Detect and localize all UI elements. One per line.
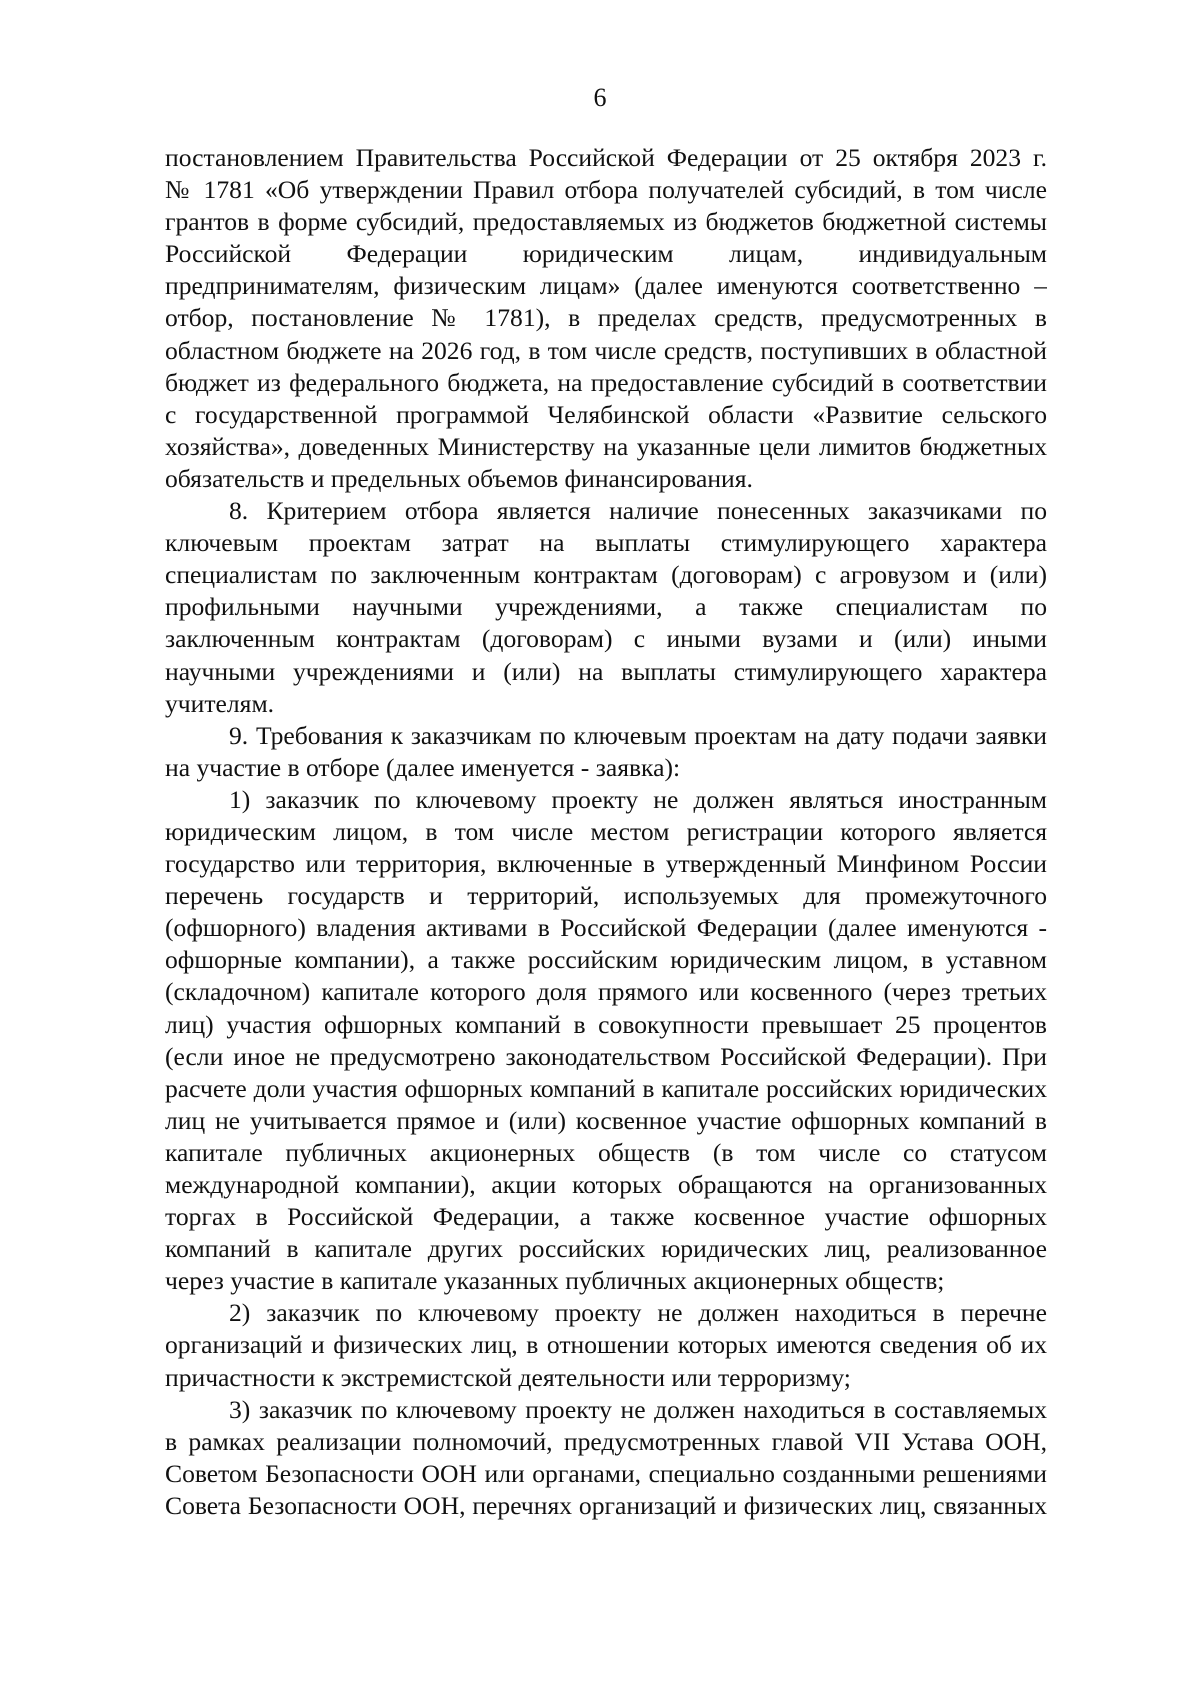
text-line: организаций и физических лиц, в отношении которых имеются сведения об их bbox=[165, 1330, 1047, 1360]
text-line: 9. Требования к заказчикам по ключевым проектам на дату подачи заявки bbox=[229, 720, 1047, 750]
text-line: компаний в капитале других российских юридических лиц, реализованное bbox=[165, 1234, 1047, 1264]
text-line: бюджет из федерального бюджета, на предоставление субсидий в соответствии bbox=[165, 367, 1047, 397]
text-line: постановлением Правительства Российской Федерации от 25 октября 2023 г. bbox=[165, 143, 1047, 172]
text-line: расчете доли участия офшорных компаний в капитале российских юридических bbox=[165, 1073, 1047, 1103]
text-line: обязательств и предельных объемов финансирования. bbox=[165, 463, 753, 493]
text-line: Российской Федерации юридическим лицам, индивидуальным bbox=[165, 239, 1047, 269]
text-line: 2) заказчик по ключевому проекту не должен находиться в перечне bbox=[229, 1298, 1047, 1328]
text-line: ключевым проектам затрат на выплаты стимулирующего характера bbox=[165, 528, 1047, 558]
text-line: научными учреждениями и (или) на выплаты стимулирующего характера bbox=[165, 656, 1047, 686]
text-line: заключенным контрактам (договорам) с иными вузами и (или) иными bbox=[165, 624, 1047, 654]
text-line: торгах в Российской Федерации, а также косвенное участие офшорных bbox=[165, 1202, 1047, 1232]
text-line: хозяйства», доведенных Министерству на указанные цели лимитов бюджетных bbox=[165, 431, 1047, 461]
text-line: офшорные компании), а также российским юридическим лицом, в уставном bbox=[165, 945, 1047, 975]
text-line: лиц не учитывается прямое и (или) косвенное участие офшорных компаний в bbox=[165, 1105, 1047, 1135]
text-line: профильными научными учреждениями, а также специалистам по bbox=[165, 592, 1047, 622]
text-line: учителям. bbox=[165, 688, 275, 718]
text-line: специалистам по заключенным контрактам (договорам) с агровузом и (или) bbox=[165, 560, 1047, 590]
text-line: перечень государств и территорий, используемых для промежуточного bbox=[165, 881, 1047, 911]
text-line: № 1781 «Об утверждении Правил отбора получателей субсидий, в том числе bbox=[165, 175, 1047, 205]
text-line: областном бюджете на 2026 год, в том числе средств, поступивших в областной bbox=[165, 335, 1047, 365]
text-line: (офшорного) владения активами в Российской Федерации (далее именуются - bbox=[165, 913, 1047, 943]
text-line: 3) заказчик по ключевому проекту не должен находиться в составляемых bbox=[229, 1394, 1047, 1424]
text-line: (если иное не предусмотрено законодательством Российской Федерации). При bbox=[165, 1041, 1047, 1071]
text-line: Советом Безопасности ООН или органами, специально созданными решениями bbox=[165, 1458, 1047, 1488]
text-line: (складочном) капитале которого доля прямого или косвенного (через третьих bbox=[165, 977, 1047, 1007]
text-line: лиц) участия офшорных компаний в совокупности превышает 25 процентов bbox=[165, 1009, 1047, 1039]
text-line: Совета Безопасности ООН, перечнях организаций и физических лиц, связанных bbox=[165, 1490, 1047, 1520]
text-line: причастности к экстремистской деятельности или терроризму; bbox=[165, 1362, 851, 1392]
text-line: 8. Критерием отбора является наличие понесенных заказчиками по bbox=[229, 496, 1047, 526]
text-line: на участие в отборе (далее именуется - заявка): bbox=[165, 752, 681, 782]
text-line: юридическим лицом, в том числе местом регистрации которого является bbox=[165, 816, 1047, 846]
text-line: с государственной программой Челябинской области «Развитие сельского bbox=[165, 399, 1047, 429]
text-line: международной компании), акции которых обращаются на организованных bbox=[165, 1170, 1047, 1199]
text-line: через участие в капитале указанных публичных акционерных обществ; bbox=[165, 1266, 945, 1296]
text-line: предпринимателям, физическим лицам» (далее именуются соответственно – bbox=[165, 271, 1047, 301]
text-line: 1) заказчик по ключевому проекту не должен являться иностранным bbox=[229, 784, 1047, 814]
text-line: государство или территория, включенные в утвержденный Минфином России bbox=[165, 849, 1047, 879]
text-line: отбор, постановление № 1781), в пределах средств, предусмотренных в bbox=[165, 303, 1047, 333]
page-number: 6 bbox=[593, 83, 607, 112]
text-line: в рамках реализации полномочий, предусмотренных главой VII Устава ООН, bbox=[165, 1426, 1047, 1456]
text-line: грантов в форме субсидий, предоставляемых из бюджетов бюджетной системы bbox=[165, 207, 1047, 237]
text-line: капитале публичных акционерных обществ (в том числе со статусом bbox=[165, 1137, 1047, 1167]
document-body bbox=[165, 142, 1047, 1522]
